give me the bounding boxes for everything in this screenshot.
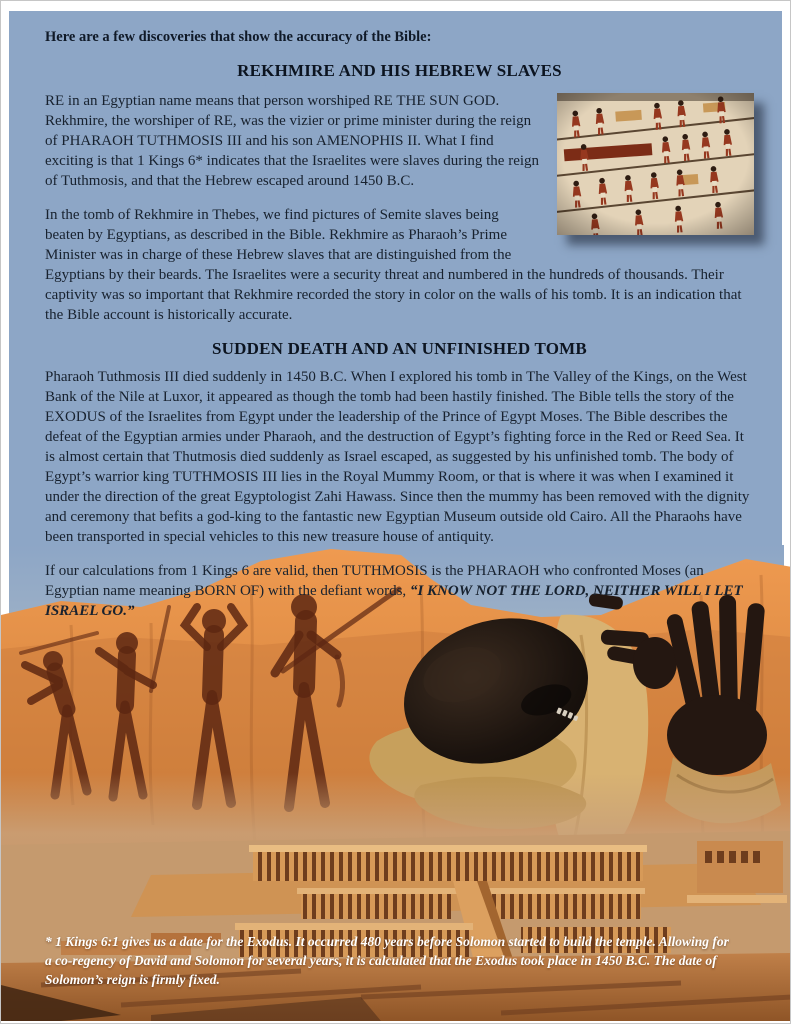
rekhmire-tomb-painting-image xyxy=(557,93,754,235)
quote-lead-text: If our calculations from 1 Kings 6 are valid, then TUTHMOSIS is the PHARAOH who confronted Moses (an Egyptian name meaning BORN OF) with the defiant words, xyxy=(45,563,704,599)
section2-heading: SUDDEN DEATH AND AN UNFINISHED TOMB xyxy=(212,339,587,358)
section1-paragraph-1: RE in an Egyptian name means that person worshiped RE THE SUN GOD. Rekhmire, the worshiper of RE, was the vizier or prime minister during the reign of PHARAOH TUTHMOSIS III and his son AMENOPHIS II. What I find exciting is that 1 Kings 6* indicates that the Israelites were slaves during the reign of Tuthmosis, and that the Hebrew escaped around 1450 B.C. xyxy=(45,93,540,189)
page-text-column xyxy=(45,27,754,621)
section1-body xyxy=(45,91,754,325)
section2-paragraph-2 xyxy=(45,561,754,621)
section2-paragraph-1: Pharaoh Tuthmosis III died suddenly in 1450 B.C. When I explored his tomb in The Valley of the Kings, on the West Bank of the Nile at Luxor, it appeared as though the tomb had been hastily finished. The Bible tells the story of the EXODUS of the Israelites from Egypt under the leadership of the Prince of Egypt Moses. The Bible describes the defeat of the Egyptian armies under Pharaoh, and the destruction of Egypt’s fighting force in the Red or Reed Sea. It is almost certain that Thutmosis died suddenly as Israel escaped, as suggested by his unfinished tomb. The body of Egypt’s warrior king TUTHMOSIS III lies in the Royal Mummy Room, or that is where it was when I examined it under the direction of the great Egyptologist Zahi Hawass. Since then the mummy has been removed with the dignity and ceremony that befits a god-king to the fantastic new Egyptian Museum outside old Cairo. All the Pharaohs have been transported in special vehicles to this new treasure house of antiquity. xyxy=(45,369,750,545)
section1-paragraph-2: In the tomb of Rekhmire in Thebes, we find pictures of Semite slaves being beaten by Egyptians, as described in the Bible. Rekhmire as Pharaoh’s Prime Minister was in charge of these Hebrew slaves that are distinguished from the Egyptians by their beards. The Israelites were a security threat and numbered in the hundreds of thousands. Their captivity was so important that Rekhmire recorded the story in color on the walls of his tomb. It is an indication that the Bible account is historically accurate. xyxy=(45,207,742,323)
section1-heading: REKHMIRE AND HIS HEBREW SLAVES xyxy=(237,61,562,80)
footnote: * 1 Kings 6:1 gives us a date for the Exodus. It occurred 480 years before Solomon started to build the temple. Allowing for a co-regency of David and Solomon for several years, it is calculated that the Exodus took place in 1450 B.C. The date of Solomon’s reign is firmly fixed. xyxy=(45,934,729,987)
pharaoh-quote: “I KNOW NOT THE LORD, NEITHER WILL I LET ISRAEL GO.” xyxy=(45,583,743,619)
intro-line: Here are a few discoveries that show the accuracy of the Bible: xyxy=(45,29,432,45)
